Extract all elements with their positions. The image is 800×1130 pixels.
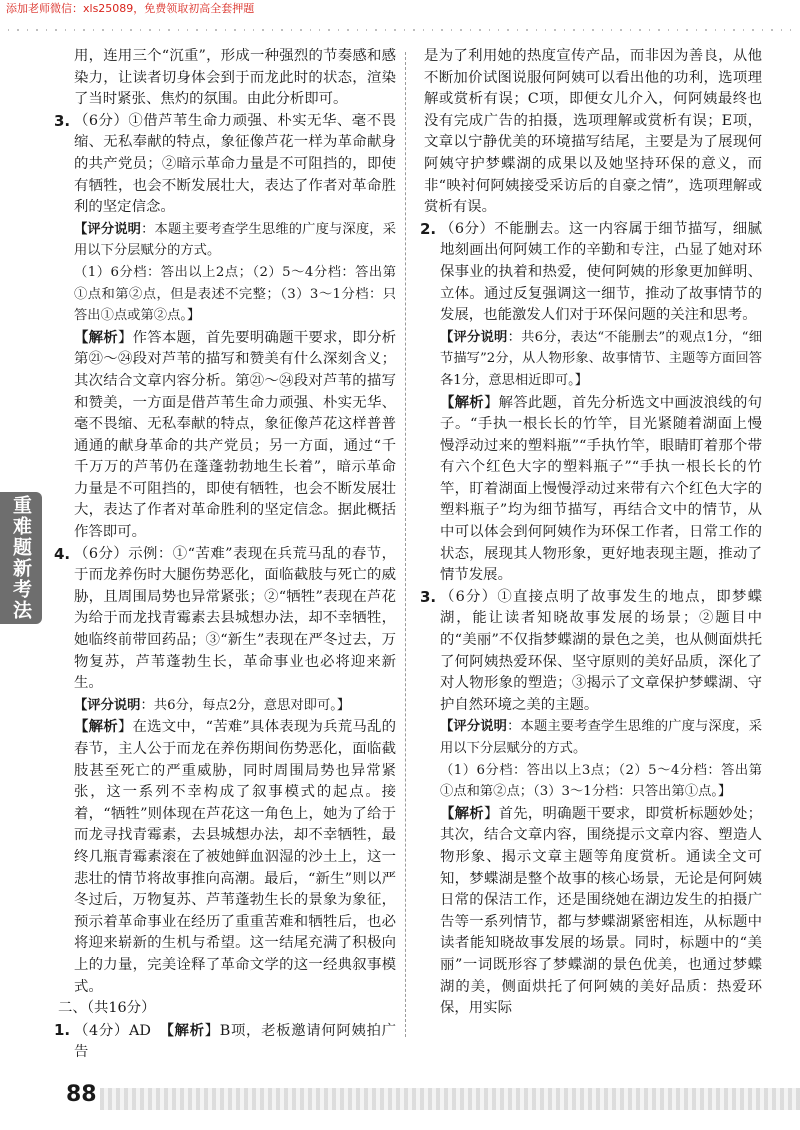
analysis-text-3: 】作答本题，首先要明确题干要求，即分析第㉑～㉔段对芦苇的描写和赞美有什么深刻含义；其次结合文章内容分析。第㉑～㉔段对芦苇的描写和赞美，一方面是借芦苇生命力顽强、朴实无华、毫不畏缩、无私奉献的特点，象征像芦花这样普普通通的献身革命的共产党员；另一方面，通过“千千万万的芦苇仍在蓬蓬勃勃地生长着”，暗示革命力量是不可阻挡的，即使有牺牲，也会不断发展壮大，表达了作者对革命胜利的坚定信念。据此概括作答即可。 [74,329,396,541]
page-number: 88 [66,1082,97,1107]
answer-text-s2-3: （6分）①直接点明了故事发生的地点，即梦蝶湖，能让读者知晓故事发展的场景；②题目中的“美丽”不仅指梦蝶湖的景色之美，也从侧面烘托了何阿姨热爱环保、坚守原则的美好品质，深化了对人物形象的塑造；③揭示了文章保护梦蝶湖、守护自然环境之美的主题。 [440,588,762,713]
question-number-s2-2: 2. [420,219,437,238]
answer-text-s2-1: （4分）AD [74,1022,151,1039]
eval-label-s2-2: 【评分说明 [440,329,508,345]
analysis-text-s2-1: 】B项，老板邀请何阿姨拍广告 [74,1022,396,1061]
question-number-4: 4. [54,544,71,563]
eval-label-4: 【评分说明 [74,697,141,713]
footer-decorative-band [100,1088,800,1110]
analysis-label-s2-2: 【解析 [440,393,484,411]
answer-text-4: （6分）示例：①“苦难”表现在兵荒马乱的春节，于而龙养伤时大腿伤势恶化，面临截肢与死亡的威胁，且周围局势也异常紧张；②“牺牲”表现在芦花为给于而龙找青霉素去县城想办法，却不幸牺牲，她临终前带回药品；③“新生”表现在严冬过去，万物复苏，芦苇蓬勃生长，革命事业也必将迎来新生。 [74,545,396,692]
answer-block-4 [54,544,396,998]
eval-detail-s2-3: （1）6分档：答出以上3点；（2）5～4分档：答出第①点和第②点；（3）3～1分档：只答出第①点。】 [440,762,762,800]
eval-detail-3: （1）6分档：答出以上2点；（2）5～4分档：答出第①点和第②点，但是表述不完整；（3）3～1分档：只答出①点或第②点。】 [74,264,396,324]
question-number-s2-1: 1. [54,1020,71,1039]
left-continuation-text: 用，连用三个“沉重”，形成一种强烈的节奏感和感染力，让读者切身体会到于而龙此时的状态，渲染了当时紧张、焦灼的氛围。由此分析即可。 [74,48,396,108]
watermark-banner: 添加老师微信：xls25089，免费领取初高全套押题 [0,0,260,18]
right-column [420,46,762,1020]
analysis-text-s2-2: 】解答此题，首先分析选文中画波浪线的句子。“手执一根长长的竹竿，目光紧随着湖面上慢慢浮动过来的塑料瓶”“手执竹竿，眼睛盯着那个带有六个红色大字的塑料瓶子”“手执一根长长的竹竿，盯着湖面上慢慢浮动过来带有六个红色大字的塑料瓶子”均为细节描写，再结合文中的情节，从中可以体会到何阿姨作为环保工作者，日常工作的状态，展现其人物形象，更好地表现主题，推动了情节发展。 [440,394,762,584]
analysis-label-4: 【解析 [74,718,118,736]
section-side-tab: 重难题新考法 [0,492,42,624]
analysis-text-4: 】在选文中，“苦难”具体表现为兵荒马乱的春节，主人公于而龙在养伤期间伤势恶化，面临截肢甚至死亡的严重威胁，同时周围局势也异常紧张，这一系列不幸构成了叙事模式的起点。接着，“牺牲”则体现在芦花这一角色上，她为了给于而龙寻找青霉素，去县城想办法，却不幸牺牲，最终几瓶青霉素滚在了被她鲜血泅湿的沙土上，这一悲壮的情节将故事推向高潮。最后，“新生”则以严冬过后，万物复苏、芦苇蓬勃生长的景象为象征，预示着革命事业在经历了重重苦难和牺牲后，也必将迎来崭新的生机与希望。这一结尾充满了积极向上的力量，完美诠释了革命文学的这一经典叙事模式。 [74,719,396,995]
eval-text-4: ：共6分，每点2分，意思对即可。】 [140,697,351,713]
answer-block-3 [54,111,396,544]
right-continuation-text: 是为了利用她的热度宣传产品，而非因为善良，从他不断加价试图说服何阿姨可以看出他的功利，选项理解或赏析有误；C项，即便女儿介入，何阿姨最终也没有完成广告的拍摄，选项理解或赏析有误；E项，文章以宁静优美的环境描写结尾，主要是为了展现何阿姨守护梦蝶湖的成果以及她坚持环保的意义，而非“映衬何阿姨接受采访后的自豪之情”，选项理解或赏析有误。 [424,48,762,216]
eval-text-3: ：本题主要考查学生思维的广度与深度，采用以下分层赋分的方式。 [74,221,396,259]
eval-label-s2-3: 【评分说明 [440,719,508,735]
analysis-label-s2-3: 【解析 [440,804,484,822]
column-divider [405,52,406,1037]
header-dashed-rule [8,22,792,38]
answer-block-s2-1 [54,1020,396,1064]
analysis-label-3: 【解析 [74,328,118,346]
analysis-text-s2-3: 】首先，明确题干要求，即赏析标题妙处；其次，结合文章内容，围绕提示文章内容、塑造人物形象、揭示文章主题等角度赏析。通读全文可知，梦蝶湖是整个故事的核心场景，无论是何阿姨日常的保洁工作，还是围绕她在湖边发生的拍摄广告等一系列情节，都与梦蝶湖紧密相连，从标题中读者能知晓故事发展的场景。同时，标题中的“美丽”一词既形容了梦蝶湖的景色优美，也通过梦蝶湖的美，侧面烘托了何阿姨的美好品质：热爱环保，用实际 [440,805,762,1017]
question-number-s2-3: 3. [420,587,437,606]
question-number-3: 3. [54,111,71,130]
eval-text-s2-3: ：本题主要考查学生思维的广度与深度，采用以下分层赋分的方式。 [440,719,762,756]
answer-block-s2-3 [420,587,762,1020]
answer-block-s2-2 [420,219,762,587]
section-heading-2: 二、（共16分） [58,1000,156,1017]
left-column [54,46,396,1064]
eval-text-s2-2: ：共6分，表达“不能删去”的观点1分，“细节描写”2分，从人物形象、故事情节、主题等方面回答各1分，意思相近即可。】 [440,329,762,388]
analysis-label-s2-1: 【解析 [166,1021,205,1039]
answer-text-s2-2: （6分）不能删去。这一内容属于细节描写，细腻地刻画出何阿姨工作的辛勤和专注，凸显了她对环保事业的执着和热爱，使何阿姨的形象更加鲜明、立体。通过反复强调这一细节，推动了故事情节的发展，也能激发人们对于环保问题的关注和思考。 [440,220,762,324]
answer-text-3: （6分）①借芦苇生命力顽强、朴实无华、毫不畏缩、无私奉献的特点，象征像芦花一样为革命献身的共产党员；②暗示革命力量是不可阻挡的，即使有牺牲，也会不断发展壮大，表达了作者对革命胜利的坚定信念。 [74,112,396,216]
eval-label-3: 【评分说明 [74,221,142,237]
